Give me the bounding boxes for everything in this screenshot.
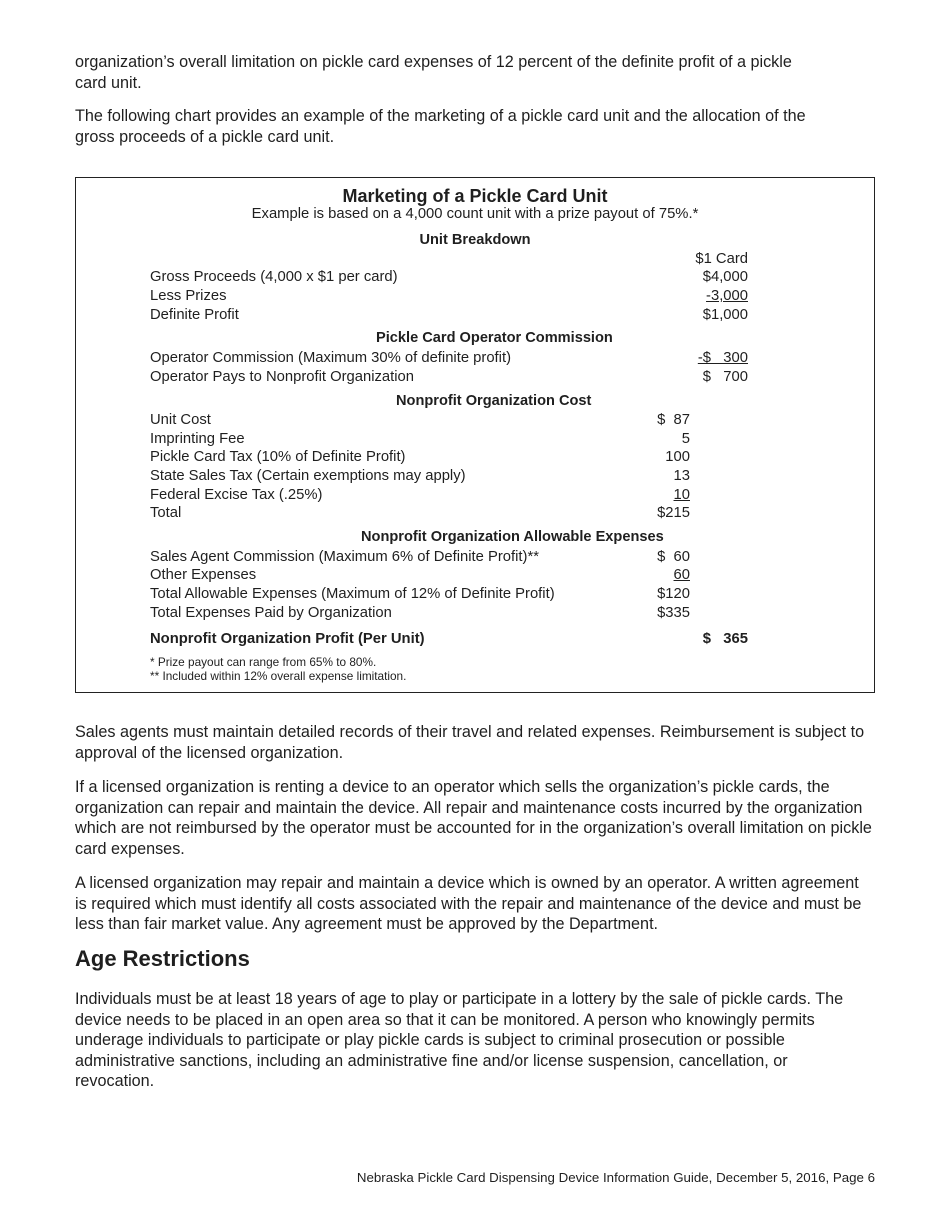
body-paragraph-3: A licensed organization may repair and maintain a device which is owned by an operator. A written agreement is required which must identify all costs associated with the repair and maintenance of the device and must be less than fair market value. Any agreement must be approved by the Department. [75,874,862,933]
cost-row: Unit Cost $ 87 [150,412,690,428]
profit-row [150,630,750,649]
pickle-card-unit-chart [75,177,875,693]
chart-title: Marketing of a Pickle Card Unit [342,186,608,206]
intro-paragraph-2: The following chart provides an example of the marketing of a pickle card unit and the allocation of the gross proceeds of a pickle card unit. [75,107,806,146]
unit-row: Gross Proceeds (4,000 x $1 per card) $4,000 [150,269,748,285]
commission-row: Operator Commission (Maximum 30% of definite profit) -$ 300 [150,350,748,366]
expense-row: Total Allowable Expenses (Maximum of 12% of Definite Profit) $120 [150,586,690,602]
cost-row: Federal Excise Tax (.25%) 10 [150,487,690,503]
commission-row: Operator Pays to Nonprofit Organization $ 700 [150,369,748,385]
footnote-1: * Prize payout can range from 65% to 80%. [150,655,377,669]
column-header: $1 Card [695,251,748,267]
body-paragraph-2: If a licensed organization is renting a device to an operator which sells the organization’s pickle cards, the organization can repair and maintain the device. All repair and maintenance costs incurred by the organization which are not reimbursed by the operator must be accounted for in the organization’s overall limitation on pickle card expenses. [75,778,872,858]
expense-row: Total Expenses Paid by Organization $335 [150,605,690,621]
unit-row: Definite Profit $1,000 [150,307,748,323]
page-footer: Nebraska Pickle Card Dispensing Device Information Guide, December 5, 2016, Page 6 [356,1170,875,1185]
body-paragraph-1: Sales agents must maintain detailed records of their travel and related expenses. Reimbursement is subject to approval of the licensed organization. [75,723,865,762]
intro-paragraph-1: organization’s overall limitation on pickle card expenses of 12 percent of the definite profit of a pickle card unit. [75,53,792,92]
cost-row: Total $215 [150,505,690,521]
expense-row: Other Expenses 60 [150,567,690,583]
cost-row: Pickle Card Tax (10% of Definite Profit) 100 [150,449,690,465]
cost-row: Imprinting Fee 5 [150,431,690,447]
expense-row: Sales Agent Commission (Maximum 6% of Definite Profit)** $ 60 [150,549,690,565]
cost-heading: Nonprofit Organization Cost [396,393,592,409]
commission-heading: Pickle Card Operator Commission [376,330,613,346]
age-restrictions-heading: Age Restrictions [75,946,250,971]
profit-label: Nonprofit Organization Profit (Per Unit) [150,631,425,647]
expenses-heading: Nonprofit Organization Allowable Expenses [361,529,664,545]
cost-row: State Sales Tax (Certain exemptions may apply) 13 [150,468,690,484]
unit-row: Less Prizes -3,000 [150,288,748,304]
footnote-2: ** Included within 12% overall expense limitation. [150,669,407,683]
profit-value: $ 365 [702,631,748,647]
column-header-row [150,250,750,269]
chart-subtitle: Example is based on a 4,000 count unit with a prize payout of 75%.* [251,206,699,222]
body-paragraph-4: Individuals must be at least 18 years of age to play or participate in a lottery by the sale of pickle cards. The device needs to be placed in an open area so that it can be monitored. A person who knowingly permits underage individuals to participate or play pickle cards is subject to criminal prosecution or possible administrative sanctions, including an administrative fine and/or license suspension, cancellation, or revocation. [75,990,844,1090]
unit-breakdown-heading: Unit Breakdown [419,232,531,248]
